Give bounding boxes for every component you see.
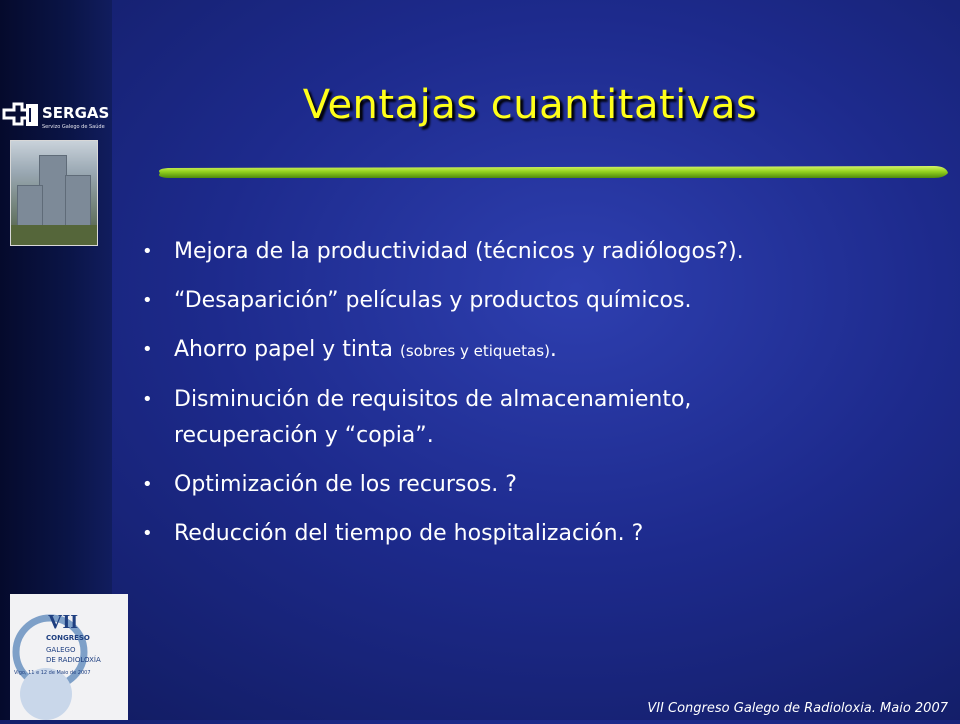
bullet-text-end: .	[549, 337, 557, 362]
sergas-subtitle: Servizo Galego de Saúde	[42, 124, 105, 130]
congress-word2: GALEGO	[46, 646, 76, 654]
bullet-item	[142, 234, 744, 270]
title-underline-bar	[154, 163, 950, 183]
congress-logo-graphic	[10, 594, 128, 720]
bullet-dot: •	[142, 523, 153, 544]
bullet-list	[142, 234, 744, 565]
bullet-item	[142, 382, 744, 454]
bullet-dot: •	[142, 290, 153, 311]
congress-logo	[10, 594, 128, 720]
footer-text: VII Congreso Galego de Radioloxia. Maio 2007	[647, 701, 948, 716]
bullet-text: Ahorro papel y tinta	[174, 337, 400, 362]
bullet-dot: •	[142, 389, 153, 410]
bullet-dot: •	[142, 474, 153, 495]
congress-word1: CONGRESO	[46, 634, 90, 642]
bullet-small-text: (sobres y etiquetas)	[399, 342, 550, 360]
bullet-text: “Desaparición” películas y productos químicos.	[174, 288, 692, 313]
hospital-photo	[10, 140, 98, 246]
bullet-text: Reducción del tiempo de hospitalización. ?	[174, 521, 644, 546]
bullet-text: Optimización de los recursos. ?	[174, 472, 517, 497]
sergas-brand: SERGAS	[42, 104, 110, 122]
bullet-item	[142, 283, 744, 319]
bullet-item	[142, 467, 744, 503]
bullet-text: Mejora de la productividad (técnicos y radiólogos?).	[174, 239, 744, 264]
bullet-text-line1: Disminución de requisitos de almacenamiento,	[174, 387, 692, 412]
bullet-dot: •	[142, 241, 153, 262]
bullet-text-line2: recuperación y “copia”.	[174, 423, 434, 448]
congress-numeral: VII	[48, 611, 79, 633]
congress-word3: DE RADIOLOXÍA	[46, 656, 101, 664]
congress-dates: Vigo, 11 e 12 de Maio de 2007	[14, 670, 91, 676]
slide-title: Ventajas cuantitativas	[302, 82, 758, 128]
bullet-item	[142, 332, 744, 369]
bullet-dot: •	[142, 339, 153, 360]
bullet-item	[142, 516, 744, 552]
